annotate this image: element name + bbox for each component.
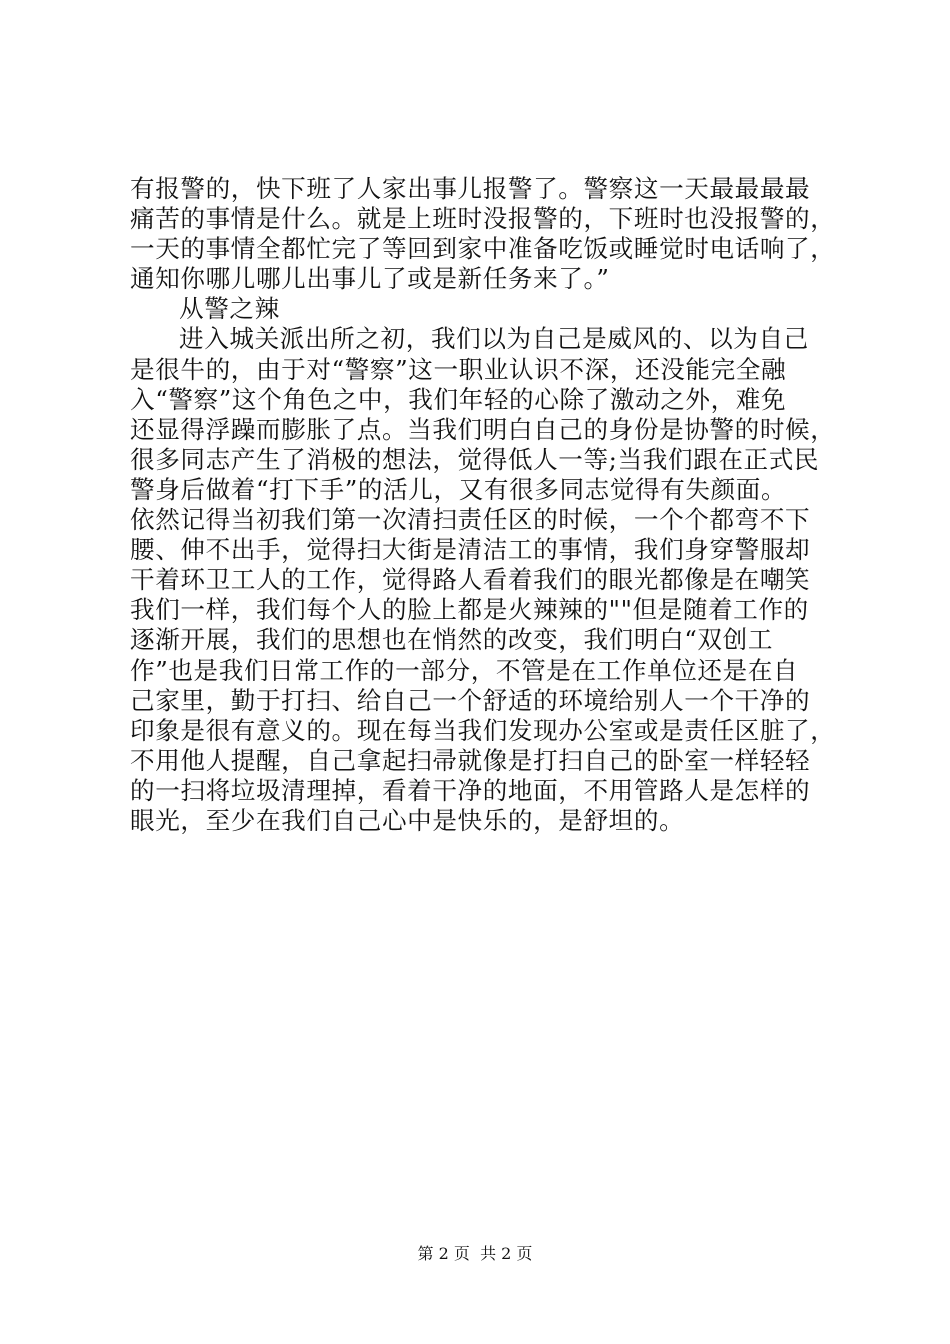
text-line: 逐渐开展，我们的思想也在悄然的改变，我们明白“双创工 [130, 625, 774, 655]
text-line: 进入城关派出所之初，我们以为自己是威风的、以为自己 [179, 324, 809, 354]
page-number: 第 2 页 共 2 页 [417, 1244, 533, 1263]
paragraph-continuation [130, 174, 836, 294]
document-body [130, 174, 836, 836]
text-line: 不用他人提醒，自己拿起扫帚就像是打扫自己的卧室一样轻轻 [130, 745, 811, 775]
text-line: 我们一样，我们每个人的脸上都是火辣辣的""但是随着工作的 [130, 595, 809, 625]
text-line: 有报警的，快下班了人家出事儿报警了。警察这一天最最最最 [130, 174, 811, 203]
page-footer [0, 1244, 950, 1264]
text-line: 己家里，勤于打扫、给自己一个舒适的环境给别人一个干净的 [130, 685, 811, 715]
text-line: 眼光，至少在我们自己心中是快乐的，是舒坦的。 [130, 805, 685, 835]
text-line: 是很牛的，由于对“警察”这一职业认识不深，还没能完全融 [130, 354, 787, 384]
text-line: 入“警察”这个角色之中，我们年轻的心除了激动之外，难免 [130, 384, 787, 414]
text-line: 痛苦的事情是什么。就是上班时没报警的，下班时也没报警的， [130, 204, 836, 234]
text-line: 还显得浮躁而膨胀了点。当我们明白自己的身份是协警的时候， [130, 414, 836, 444]
text-line: 的一扫将垃圾清理掉，看着干净的地面，不用管路人是怎样的 [130, 775, 811, 805]
text-line: 作”也是我们日常工作的一部分，不管是在工作单位还是在自 [130, 655, 799, 685]
text-line: 通知你哪儿哪儿出事儿了或是新任务来了。” [130, 264, 610, 294]
text-line: 依然记得当初我们第一次清扫责任区的时候，一个个都弯不下 [130, 505, 811, 535]
text-line: 干着环卫工人的工作，觉得路人看着我们的眼光都像是在嘲笑 [130, 565, 811, 595]
text-line: 警身后做着“打下手”的活儿，又有很多同志觉得有失颜面。 [130, 474, 787, 504]
paragraph-main [130, 324, 836, 836]
section-heading: 从警之辣 [179, 294, 280, 324]
text-line: 一天的事情全都忙完了等回到家中准备吃饭或睡觉时电话响了， [130, 234, 836, 264]
text-line: 很多同志产生了消极的想法，觉得低人一等;当我们跟在正式民 [130, 444, 820, 474]
text-line: 腰、伸不出手，觉得扫大街是清洁工的事情，我们身穿警服却 [130, 535, 811, 565]
text-line: 印象是很有意义的。现在每当我们发现办公室或是责任区脏了， [130, 715, 836, 745]
